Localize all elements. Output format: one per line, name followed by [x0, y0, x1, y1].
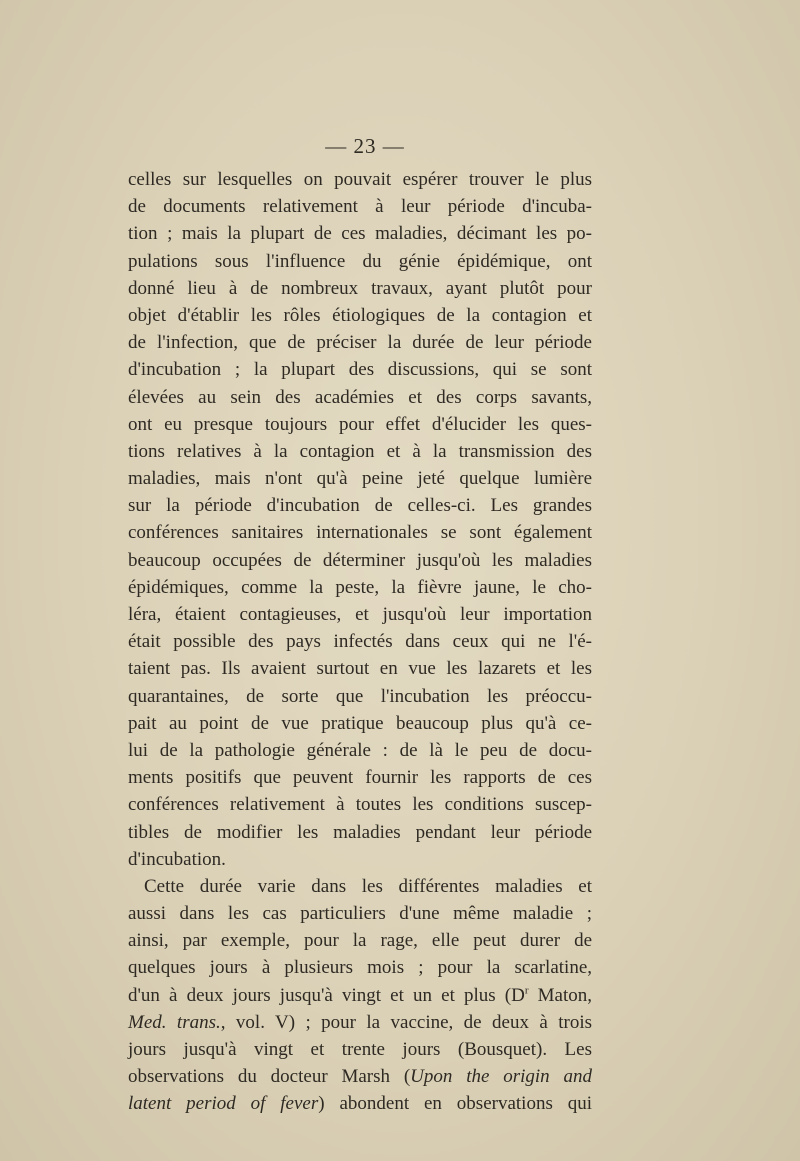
- text-line: ments positifs que peuvent fournir les rapports de ces: [128, 767, 592, 789]
- text-line: élevées au sein des académies et des corps savants,: [128, 386, 592, 408]
- text-line: conférences sanitaires internationales se sont également: [128, 522, 592, 544]
- text-line: ont eu presque toujours pour effet d'élucider les ques-: [128, 413, 592, 435]
- text-line: de l'infection, que de préciser la durée de leur période: [128, 332, 592, 354]
- text-segment: Maton,: [528, 984, 593, 1006]
- italic-citation: Upon the origin and: [410, 1066, 592, 1088]
- text-line-latent: [128, 1090, 592, 1117]
- text-line: pait au point de vue pratique beaucoup plus qu'à ce-: [128, 712, 592, 734]
- text-line: épidémiques, comme la peste, la fièvre jaune, le cho-: [128, 576, 592, 598]
- text-line: quelques jours à plusieurs mois ; pour la scarlatine,: [128, 957, 592, 979]
- text-line: tions relatives à la contagion et à la transmission des: [128, 440, 592, 462]
- italic-citation: latent period of fever: [128, 1093, 319, 1115]
- text-line: jours jusqu'à vingt et trente jours (Bousquet). Les: [128, 1039, 592, 1060]
- text-line: pulations sous l'influence du génie épidémique, ont: [128, 250, 592, 272]
- text-line: beaucoup occupées de déterminer jusqu'où les maladies: [128, 549, 592, 571]
- text-line-medtrans: [128, 1009, 592, 1036]
- text-segment: d'un à deux jours jusqu'à vingt et un et plus (D: [128, 984, 525, 1006]
- paragraph-start-line: Cette durée varie dans les différentes maladies et: [144, 875, 592, 897]
- text-line: était possible des pays infectés dans ceux qui ne l'é-: [128, 631, 592, 653]
- text-line: taient pas. Ils avaient surtout en vue les lazarets et les: [128, 658, 592, 680]
- text-segment: ) abondent en observations qui: [318, 1093, 592, 1115]
- text-line: léra, étaient contagieuses, et jusqu'où leur importation: [128, 604, 592, 625]
- text-line-marsh: [128, 1063, 592, 1090]
- body-text: [128, 166, 592, 1118]
- text-segment: observations du docteur Marsh (: [128, 1066, 411, 1088]
- text-line: celles sur lesquelles on pouvait espérer trouver le plus: [128, 169, 592, 190]
- paragraph-end-line: d'incubation.: [128, 848, 226, 870]
- page-number: — 23 —: [325, 134, 405, 158]
- italic-citation: Med. trans.: [128, 1011, 221, 1033]
- text-line: aussi dans les cas particuliers d'une même maladie ;: [128, 903, 592, 925]
- superscript: r: [524, 984, 529, 997]
- text-line: tion ; mais la plupart de ces maladies, décimant les po-: [128, 223, 592, 245]
- text-line: quarantaines, de sorte que l'incubation les préoccu-: [128, 685, 592, 707]
- text-line-maton: [128, 982, 592, 1009]
- text-segment: , vol. V) ; pour la vaccine, de deux à trois: [220, 1011, 592, 1033]
- text-line: ainsi, par exemple, pour la rage, elle peut durer de: [128, 930, 592, 952]
- text-line: d'incubation ; la plupart des discussions, qui se sont: [128, 359, 592, 381]
- text-line: donné lieu à de nombreux travaux, ayant plutôt pour: [128, 277, 592, 299]
- text-line: objet d'établir les rôles étiologiques de la contagion et: [128, 304, 592, 326]
- text-line: lui de la pathologie générale : de là le peu de docu-: [128, 739, 592, 761]
- text-line: sur la période d'incubation de celles-ci. Les grandes: [128, 495, 592, 517]
- text-line: conférences relativement à toutes les conditions suscep-: [128, 794, 592, 816]
- text-line: de documents relativement à leur période d'incuba-: [128, 196, 592, 218]
- text-line: tibles de modifier les maladies pendant leur période: [128, 821, 592, 843]
- text-line: maladies, mais n'ont qu'à peine jeté quelque lumière: [128, 468, 592, 490]
